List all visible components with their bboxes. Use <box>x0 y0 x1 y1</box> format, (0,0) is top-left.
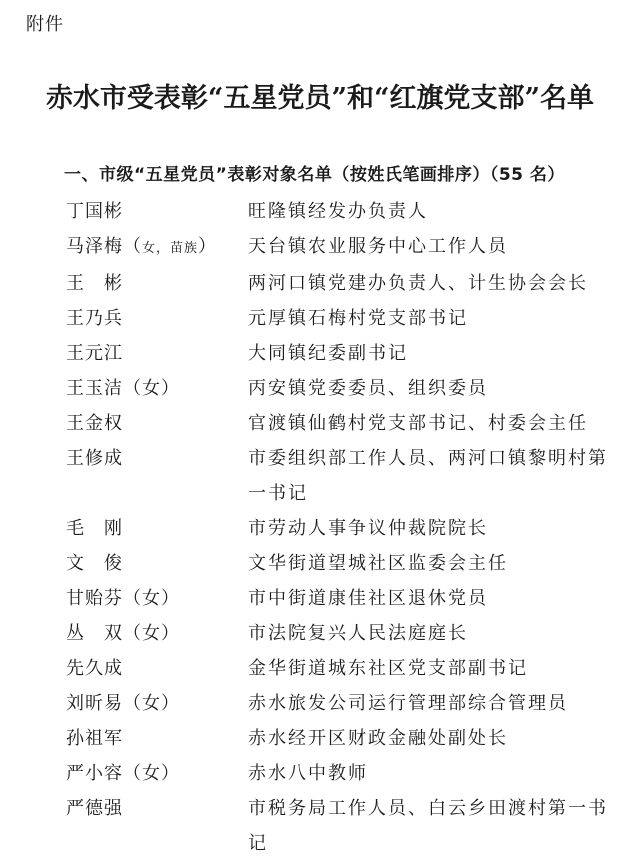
member-name: 甘贻芬（女） <box>66 588 180 609</box>
member-name: 文 俊 <box>66 553 123 574</box>
member-role: 市劳动人事争议仲裁院院长 <box>248 518 488 539</box>
member-row <box>66 651 626 686</box>
member-role: 大同镇纪委副书记 <box>248 343 408 364</box>
member-row <box>66 266 626 301</box>
member-name-note: 女，苗族 <box>142 241 199 256</box>
member-role: 两河口镇党建办负责人、计生协会会长 <box>248 273 588 294</box>
member-name: 王元江 <box>66 343 123 364</box>
member-name: 王玉洁（女） <box>66 378 180 399</box>
member-name: 刘昕易（女） <box>66 693 180 714</box>
member-name-tail: ） <box>198 236 218 257</box>
member-role: 旺隆镇经发办负责人 <box>248 201 428 222</box>
member-role: 市中街道康佳社区退休党员 <box>248 588 488 609</box>
member-name: 王乃兵 <box>66 308 123 329</box>
member-role: 赤水八中教师 <box>248 763 368 784</box>
member-name: 王 彬 <box>66 273 123 294</box>
attachment-label: 附件 <box>26 14 64 35</box>
member-role: 天台镇农业服务中心工作人员 <box>248 236 508 257</box>
member-role: 市税务局工作人员、白云乡田渡村第一书记 <box>248 798 608 854</box>
member-role: 赤水旅发公司运行管理部综合管理员 <box>248 693 568 714</box>
member-name: 孙祖军 <box>66 728 123 749</box>
member-name <box>66 229 248 266</box>
member-row <box>66 686 626 721</box>
member-row <box>66 721 626 756</box>
member-role: 金华街道城东社区党支部副书记 <box>248 658 528 679</box>
member-name: 先久成 <box>66 658 123 679</box>
member-role: 官渡镇仙鹤村党支部书记、村委会主任 <box>248 413 588 434</box>
member-role: 丙安镇党委委员、组织委员 <box>248 378 488 399</box>
member-row <box>66 194 626 229</box>
member-row <box>66 581 626 616</box>
member-name: 王金权 <box>66 413 123 434</box>
member-role: 市委组织部工作人员、两河口镇黎明村第一书记 <box>248 448 608 504</box>
member-name: 严小容（女） <box>66 763 180 784</box>
member-name-text: 马泽梅（ <box>66 236 142 257</box>
section-heading: 一、市级“五星党员”表彰对象名单（按姓氏笔画排序）（55 名） <box>64 165 565 185</box>
member-name: 严德强 <box>66 798 123 819</box>
member-row <box>66 756 626 791</box>
member-row <box>66 301 626 336</box>
member-row <box>66 336 626 371</box>
member-role: 元厚镇石梅村党支部书记 <box>248 308 468 329</box>
member-name: 丛 双（女） <box>66 623 180 644</box>
member-roster <box>66 194 626 861</box>
member-role: 文华街道望城社区监委会主任 <box>248 553 508 574</box>
member-row <box>66 371 626 406</box>
member-name: 王修成 <box>66 448 123 469</box>
member-row <box>66 546 626 581</box>
member-row <box>66 406 626 441</box>
member-row <box>66 441 626 511</box>
document-title: 赤水市受表彰“五星党员”和“红旗党支部”名单 <box>45 83 595 114</box>
member-role: 赤水经开区财政金融处副处长 <box>248 728 508 749</box>
member-name: 毛 刚 <box>66 518 123 539</box>
member-row <box>66 616 626 651</box>
member-row <box>66 791 626 861</box>
member-name: 丁国彬 <box>66 201 123 222</box>
member-row <box>66 511 626 546</box>
member-row <box>66 229 626 266</box>
member-role: 市法院复兴人民法庭庭长 <box>248 623 468 644</box>
